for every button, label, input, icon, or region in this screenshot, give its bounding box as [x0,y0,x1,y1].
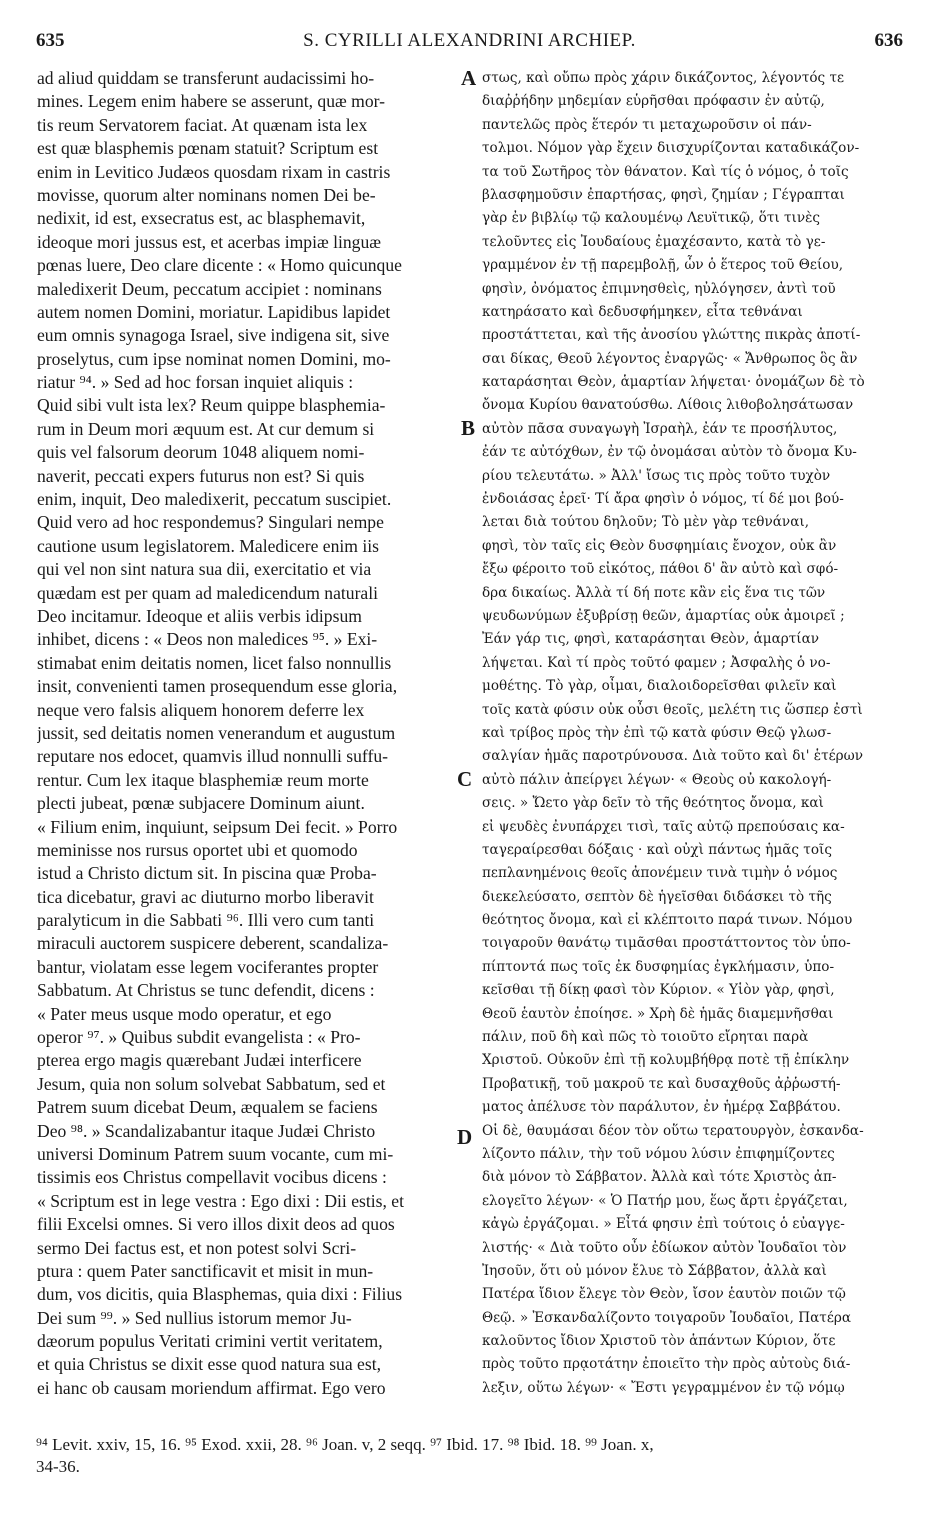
text-line: δρα δικαίως. Ἀλλὰ τί δή ποτε κἂν εἰς ἕνα τις τῶν [482,584,826,601]
text-line: paralyticum in die Sabbati ⁹⁶. Illi vero cum tanti [37,910,375,931]
text-line: proselytus, cum ipse nominat nomen Domini, mo- [37,348,391,369]
text-line: ὄνομα Κυρίου θανατούσθω. Λίθοις λιθοβολησάτωσαν [482,397,854,414]
text-line: Ἰησοῦν, ὅτι οὐ μόνον ἔλυε τὸ Σάββατον, ἀλλὰ καὶ [482,1262,827,1279]
text-line: τολμοι. Νόμον γὰρ ἔχειν διισχυρίζονται καταδικάζον- [482,140,860,157]
text-line: διαῤῥήδην μηδεμίαν εὑρῆσθαι πρόφασιν ἐν αὐτῷ, [482,93,825,110]
text-line: plecti jubeat, pœnæ subjacere Dominum aiunt. [37,793,365,814]
text-line: Προβατικῇ, τοῦ μακροῦ τε καὶ δυσαχθοῦς ἀῤῥωστή- [482,1075,841,1092]
text-line: παντελῶς πρὸς ἕτερόν τι μεταχωροῦσιν οἱ πάν- [482,116,812,133]
text-line: τοιγαροῦν θανάτῳ τιμᾶσθαι προστάττοντος τὸν ὑπο- [482,935,851,952]
text-line: stimabat enim deitatis nomen, licet falso nonnullis [37,652,392,673]
text-line: Deo ⁹⁸. » Scandalizabantur itaque Judæi Christo [37,1120,376,1141]
text-line: pterea ergo magis quærebant Judæi interficere [37,1050,362,1071]
text-line: καταράσηται Θεὸν, ἁμαρτίαν λήψεται· ὀνομάζων δὲ τὸ [482,374,865,391]
margin-marker-c: C [457,767,473,791]
footnote-line: ⁹⁴ Levit. xxiv, 15, 16. ⁹⁵ Exod. xxii, 28. ⁹⁶ Joan. v, 2 seqq. ⁹⁷ Ibid. 17. ⁹⁸ Ibid. 18. ⁹⁹ Joan. x, [36,1435,654,1454]
text-line: διὰ μόνον τὸ Σάββατον. Ἀλλὰ καὶ τότε Χριστὸς ἀπ- [482,1169,837,1186]
text-line: pœnas luere, Deo clare dicente : « Homo quicunque [37,255,402,276]
text-line: enim, inquit, Deo maledixerit, peccatum suscipiet. [37,489,392,510]
text-line: κεῖσθαι τῇ δίκῃ φασὶ τὸν Κύριον. « Υἱὸν γὰρ, φησὶ, [482,982,835,999]
text-line: φησὶ, τὸν ταῖς εἰς Θεὸν δυσφημίαις ἔνοχον, οὐκ ἂν [482,537,837,554]
text-line: σαι δίκας, Θεοῦ λέγοντος ἐναργῶς· « Ἄνθρωπος ὃς ἂν [482,350,858,367]
text-line: σαλγίαν ἡμᾶς παροτρύνουσα. Διὰ τοῦτο καὶ δι' ἑτέρων [482,748,864,765]
text-line: τελοῦντες εἰς Ἰουδαίους ἐμαχέσαντο, κατὰ τὸ γε- [482,233,826,250]
text-line: miraculi auctorem suspicere deberent, scandaliza- [37,933,389,954]
text-line: Sabbatum. At Christus se tunc defendit, dicens : [37,980,375,1001]
text-line: universi Dominum Patrem suum vocante, cum mi- [37,1143,394,1164]
text-line: Οἱ δὲ, θαυμάσαι δέον τὸν οὕτω τερατουργὸν, ἐσκανδα- [482,1122,864,1139]
text-line: Jesum, quia non solum solvebat Sabbatum, sed et [37,1073,386,1094]
text-line: Quid sibi vult ista lex? Reum quippe blasphemia- [37,395,386,416]
text-line: est quæ blasphemis pœnam statuit? Scriptum est [37,138,379,159]
text-line: tica dicebatur, gravi ac diuturno morbo liberavit [37,886,374,907]
text-line: bantur, violatam esse legem vociferantes propter [37,956,379,977]
text-line: « Scriptum est in lege vestra : Ego dixi : Dii estis, et [37,1190,404,1211]
page-number-right: 636 [874,30,903,51]
text-line: et quia Christus se dixit esse quod natura sua est, [37,1354,381,1375]
text-line: movisse, quorum alter nominans nomen Dei be- [37,184,376,205]
text-line: ptura : quem Pater sanctificavit et misit in mun- [37,1260,374,1281]
text-line: γραμμένον ἐν τῇ παρεμβολῇ, ὧν ὁ ἕτερος τοῦ Θείου, [482,257,844,274]
text-line: ei hanc ob causam moriendum affirmat. Ego vero [37,1377,386,1398]
running-title: S. CYRILLI ALEXANDRINI ARCHIEP. [303,30,636,51]
text-line: λεται διὰ τούτου δηλοῦν; Τὸ μὲν γὰρ τεθνάναι, [482,514,810,531]
text-line: mines. Legem enim habere se asserunt, quæ mor- [37,91,386,112]
text-line: insit, convenienti tamen prosequendum esse gloria, [37,676,398,697]
text-line: dæorum populus Veritati crimini vertit veritatem, [37,1331,383,1352]
text-line: στως, καὶ οὔπω πρὸς χάριν δικάζοντος, λέγοντός τε [482,70,845,86]
text-line: rentur. Cum lex itaque blasphemiæ reum morte [37,769,369,790]
text-line: Ἐάν γάρ τις, φησὶ, καταράσηται Θεὸν, ἁμαρτίαν [482,631,820,648]
text-line: κατηράσατο καὶ δεδυσφήμηκεν, εἶτα τεθνάναι [482,303,803,320]
text-line: ψευδωνύμων ἐξυβρίσῃ θεῶν, ἁμαρτίας οὐκ ἀμοιρεῖ ; [482,607,845,624]
text-line: Patrem suum dicebat Deum, æqualem se faciens [37,1097,378,1118]
text-line: riatur ⁹⁴. » Sed ad hoc forsan inquiet aliquis : [37,372,354,393]
text-line: naverit, peccati expers futurus non est? Si quis [37,465,365,486]
text-line: τοῖς κατὰ φύσιν οὐκ οὖσι θεοῖς, μελέτη τις ὥσπερ ἐστὶ [482,701,863,718]
text-line: enim in Levitico Judæos quosdam rixam in castris [37,161,391,182]
text-line: operor ⁹⁷. » Quibus subdit evangelista : « Pro- [37,1027,361,1048]
text-line: qui vel non sint natura sua dii, exercitatio et via [37,559,372,580]
text-line: μοθέτης. Τὸ γὰρ, οἶμαι, διαλοιδορεῖσθαι φιλεῖν καὶ [482,678,837,695]
margin-marker-d: D [457,1125,473,1149]
text-line: πρὸς τοῦτο πρᾳοτάτην ἐποιεῖτο τὴν πρὸς αὐτοὺς διά- [482,1356,851,1373]
footnote-line: 34-36. [36,1457,80,1476]
text-line: καλοῦντος ἴδιον Χριστοῦ τὸν ἁπάντων Κύριον, ὅτε [482,1333,836,1350]
text-line: φησὶν, ὀνόματος ἐπιμνησθεὶς, ηὐλόγησεν, ἀντὶ τοῦ [482,280,836,297]
margin-marker-b: B [461,416,476,440]
text-line: « Filium enim, inquiunt, seipsum Dei fecit. » Porro [37,816,398,837]
text-line: rum in Deum mori æquum est. At cur demum si [37,418,375,439]
text-line: ideoque mori jussus est, et acerbas impiæ linguæ [37,231,382,252]
text-line: Quid vero ad hoc respondemus? Singulari nempe [37,512,384,533]
text-line: dum, vos dicitis, quia Blasphemas, quia dixi : Filius [37,1284,403,1305]
text-line: πεπλανημένοις θεοῖς ἀπονέμειν τινὰ τιμὴν ὁ νόμος [482,865,838,882]
text-line: ρίου τελευτάτω. » Ἀλλ' ἴσως τις πρὸς τοῦτο τυχὸν [482,467,831,484]
text-line: ελογεῖτο λέγων· « Ὁ Πατήρ μου, ἕως ἄρτι ἐργάζεται, [482,1192,848,1209]
text-line: τα τοῦ Σωτῆρος τὸν θάνατον. Καὶ τίς ὁ νόμος, ὁ τοῖς [482,163,849,180]
text-line: ταγεραίρεσθαι δόξαις · καὶ οὐχὶ πάντως ἡμᾶς τοῖς [482,841,832,858]
text-line: quis vel falsorum deorum 1048 aliquem nomi- [37,442,365,463]
text-line: θεότητος ὄνομα, καὶ εἰ κλέπτοιτο παρά τινων. Νόμου [482,912,853,929]
latin-column [37,67,457,1400]
text-line: maledixerit Deum, peccatum accipiet : nominans [37,278,382,299]
text-line: προστάττεται, καὶ τῆς ἀνοσίου γλώττης πικρὰς ἀποτί- [482,327,861,344]
page-header [36,30,903,60]
text-line: reputare nos edocet, quamvis illud nonnulli suffu- [37,746,388,767]
text-line: tis reum Servatorem faciat. At quænam ista lex [37,114,368,135]
text-line: Χριστοῦ. Οὐκοῦν ἐπὶ τῇ κολυμβήθρᾳ ποτὲ τῇ ἐπίκλην [482,1052,850,1069]
margin-marker-a: A [461,66,477,90]
text-line: ἔξω φέροιτο τοῦ εἰκότος, πάθοι δ' ἂν αὐτὸ καὶ σφό- [482,561,839,578]
text-line: istud a Christo dictum sit. In piscina quæ Proba- [37,863,377,884]
text-line: Deo incitamur. Ideoque et aliis verbis idipsum [37,605,362,626]
text-line: ἐνδοιάσας ἐρεῖ· Τί ἄρα φησὶν ὁ νόμος, τί δέ μοι βού- [482,491,844,508]
text-line: γὰρ ἐν βιβλίῳ τῷ καλουμένῳ Λευϊτικῷ, ὅτι τινὲς [482,210,821,227]
text-line: cautione usum legislatorem. Maledicere enim iis [37,535,379,556]
text-line: λιστής· « Διὰ τοῦτο οὖν ἐδίωκον αὐτὸν Ἰουδαῖοι τὸν [482,1239,847,1256]
text-line: neque vero falsis aliquem honorem deferre lex [37,699,365,720]
text-line: filii Excelsi omnes. Si vero illos dixit deos ad quos [37,1214,395,1235]
text-line: λήψεται. Καὶ τί πρὸς τοῦτό φαμεν ; Ἀσφαλὴς ὁ νο- [482,654,831,671]
text-line: πάλιν, ποῦ δὴ καὶ πῶς τὸ τοιοῦτο εἴρηται παρὰ [482,1029,809,1046]
text-line: αὐτὸ πάλιν ἀπείργει λέγων· « Θεοὺς οὐ κακολογή- [482,771,832,788]
text-line: tissimis eos Christus compellavit vocibus dicens : [37,1167,387,1188]
text-line: quædam est per quam ad maledicendum naturali [37,582,379,603]
text-line: ἐάν τε αὐτόχθων, ἐν τῷ ὀνομάσαι αὐτὸν τὸ ὄνομα Κυ- [482,444,857,461]
text-line: Θεῷ. » Ἐσκανδαλίζοντο τοιγαροῦν Ἰουδαῖοι, Πατέρα [482,1309,852,1326]
text-line: nedixit, id est, exsecratus est, ac blasphemavit, [37,208,366,229]
text-line: ad aliud quiddam se transferunt audacissimi ho- [37,68,375,88]
text-line: κἀγὼ ἐργάζομαι. » Εἶτά φησιν ἐπὶ τούτοις ὁ εὐαγγε- [482,1216,845,1233]
text-line: πίπτοντά πως τοῖς ἐκ δυσφημίας ἐγκλήμασιν, ὑπο- [482,958,835,975]
text-line: inhibet, dicens : « Deos non maledices ⁹⁵. » Exi- [37,629,378,650]
text-line: λίζοντο πάλιν, τὴν τοῦ νόμου λύσιν ἐπιφημίζοντες [482,1145,835,1162]
page-number-left: 635 [36,30,65,51]
text-line: λεξιν, οὕτω λέγων· « Ἔστι γεγραμμένον ἐν τῷ νόμῳ [482,1379,845,1396]
text-line: meminisse nos rursus oportet ubi et quomodo [37,839,358,860]
text-line: autem nomen Domini, moriatur. Lapidibus lapidet [37,301,391,322]
text-line: σεις. » Ὤετο γὰρ δεῖν τὸ τῆς θεότητος ὄνομα, καὶ [482,795,824,812]
greek-column [482,67,916,1400]
text-line: Πατέρα ἴδιον ἔλεγε τὸν Θεὸν, ἴσον ἑαυτὸν ποιῶν τῷ [482,1286,846,1303]
text-line: eum omnis synagoga Israel, sive indigena sit, sive [37,325,390,346]
text-line: διεκελεύσατο, σεπτὸν δὲ ἡγεῖσθαι διδάσκει τὸ τῆς [482,888,832,905]
text-line: « Pater meus usque modo operatur, et ego [37,1003,332,1024]
text-line: jussit, sed deitatis nomen venerandum et augustum [37,722,396,743]
text-line: καὶ τρίβος πρὸς τὴν ἐπὶ τῷ κατὰ φύσιν Θεῷ γλωσ- [482,724,832,741]
text-line: αὐτὸν πᾶσα συναγωγὴ Ἰσραὴλ, ἐάν τε προσήλυτος, [482,420,838,437]
text-line: βλασφημοῦσιν ἐπαρτήσας, φησὶ, ζημίαν ; Γέγραπται [482,186,845,203]
text-line: Θεοῦ ἑαυτὸν ἐποίησε. » Χρὴ δὲ ἡμᾶς διαμεμνῆσθαι [482,1005,834,1022]
footnotes [36,1434,906,1478]
text-line: εἰ ψευδὲς ἐνυπάρχει τισὶ, ταῖς αὐτῷ πρεπούσαις κα- [482,818,845,835]
text-line: ματος ἀπέλυσε τὸν παράλυτον, ἐν ἡμέρᾳ Σαββάτου. [482,1099,841,1116]
text-line: Dei sum ⁹⁹. » Sed nullius istorum memor Ju- [37,1307,352,1328]
text-line: sermo Dei factus est, et non potest solvi Scri- [37,1237,357,1258]
